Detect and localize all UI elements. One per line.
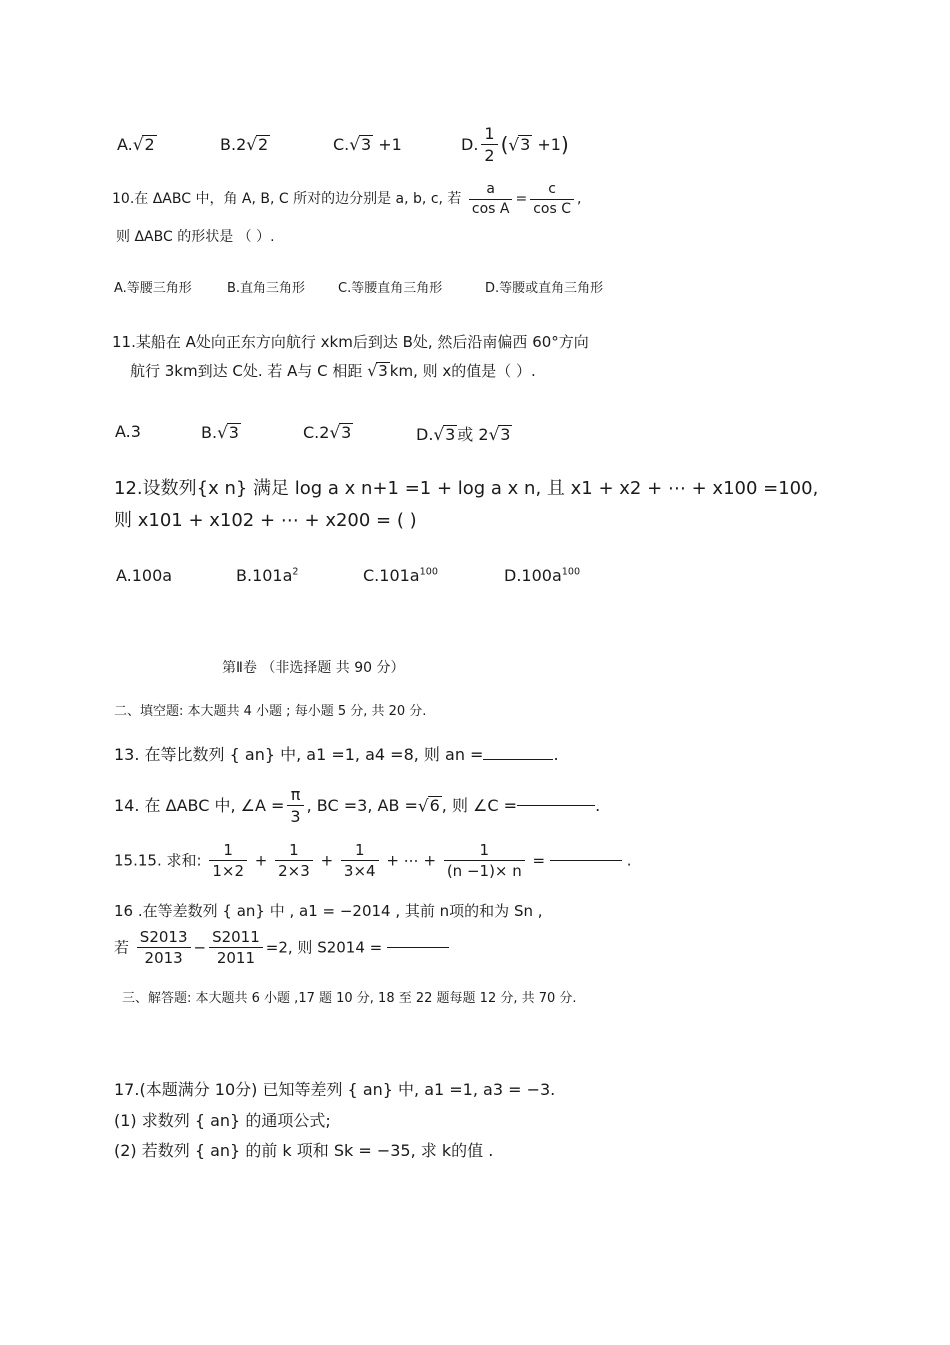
- section-2-heading: 第Ⅱ卷 （非选择题 共 90 分）: [222, 660, 405, 676]
- fraction: $\frac{1}{2}$: [481, 124, 497, 165]
- q12-option-d: $D.100a^{100}$: [504, 566, 581, 585]
- fraction-s2011: $\frac{S2011}{2011}$: [209, 928, 263, 967]
- sqrt: 2: [144, 135, 155, 154]
- q12-line2: 则 x101 + x102 + ⋯ + x200 = ( ): [114, 510, 417, 531]
- fraction-term-2: $\frac{1}{2\times 3}$: [275, 841, 313, 880]
- q9-option-d: D. $\frac{1}{2}$ (√3 +1): [461, 124, 569, 165]
- q13: 13. 在等比数列 { an} 中, a1 =1, a4 =8, 则 an = .: [114, 745, 559, 764]
- q10-option-d: D.等腰或直角三角形: [485, 281, 604, 296]
- q17-line3: (2) 若数列 { an} 的前 k 项和 Sk = −35, 求 k的值 .: [114, 1141, 494, 1160]
- answer-blank[interactable]: [517, 805, 595, 806]
- q11-option-d: D.√3 或 2√3: [416, 424, 511, 444]
- fraction-s2013: $\frac{S2013}{2013}$: [137, 928, 191, 967]
- answer-blank[interactable]: [550, 860, 622, 861]
- q9-option-a: A.√2: [117, 134, 155, 154]
- q14: 14. 在 ΔABC 中, ∠A = $\frac{\pi}{3}$ , BC =3, AB =√6 , 则 ∠C = .: [114, 785, 601, 827]
- q10-line2: 则 ΔABC 的形状是 （ ）.: [116, 229, 275, 245]
- fill-in-instructions: 二、填空题: 本大题共 4 小题 ; 每小题 5 分, 共 20 分.: [114, 704, 427, 719]
- q11-option-a: A.3: [115, 422, 141, 441]
- q11-line2: 航行 3km到达 C处. 若 A与 C 相距 √3 km, 则 x的值是（ ）.: [130, 361, 536, 380]
- q16-line1: 16 .在等差数列 { an} 中 , a1 = −2014 , 其前 n项的和为 Sn ,: [114, 902, 543, 920]
- sqrt: 2: [257, 135, 269, 154]
- q12-option-a: A.100a: [116, 566, 173, 585]
- q11-line1: 11.某船在 A处向正东方向航行 xkm后到达 B处, 然后沿南偏西 60°方向: [112, 333, 589, 351]
- fraction-a-over-cosA: $\frac{a}{\text{cos A}}$: [469, 181, 513, 218]
- q9-option-b: B.2√2: [220, 134, 269, 154]
- q12-option-c: $C.101a^{100}$: [363, 566, 438, 585]
- q11-option-b: B.√3: [201, 422, 239, 442]
- q12-line1: 12.设数列{x n} 满足 log a x n+1 =1 + log a x n, 且 x1 + x2 + ⋯ + x100 =100,: [114, 478, 819, 499]
- answer-blank[interactable]: [387, 947, 449, 948]
- q17-line2: (1) 求数列 { an} 的通项公式;: [114, 1111, 331, 1130]
- fraction-term-n: $\frac{1}{(n -1)\times n}$: [444, 841, 525, 880]
- q12-option-b: $B.101a^2$: [236, 566, 299, 585]
- q10-option-a: A.等腰三角形: [114, 281, 192, 296]
- fraction-term-3: $\frac{1}{3\times 4}$: [341, 841, 379, 880]
- q10-option-c: C.等腰直角三角形: [338, 281, 443, 296]
- sqrt: 3: [360, 135, 372, 154]
- q11-option-c: C.2√3: [303, 422, 352, 442]
- q9-option-c: C.√3 +1: [333, 134, 402, 154]
- section-3-heading: 三、解答题: 本大题共 6 小题 ,17 题 10 分, 18 至 22 题每题 12 分, 共 70 分.: [122, 991, 577, 1006]
- fraction-c-over-cosC: $\frac{c}{\text{cos C}}$: [530, 181, 574, 218]
- fraction-pi-over-3: $\frac{\pi}{3}$: [287, 785, 303, 826]
- q10-stem: 10.在 ΔABC 中，角 A, B, C 所对的边分别是 a, b, c, 若 $\frac{a}{\text{cos A}}$ = $\frac{c}{\text{cos C}}$ ,: [112, 181, 582, 217]
- answer-blank[interactable]: [483, 759, 553, 760]
- fraction-term-1: $\frac{1}{1\times 2}$: [209, 841, 247, 880]
- q10-option-b: B.直角三角形: [227, 281, 306, 296]
- q16-line2: 若 $\frac{S2013}{2013}$ − $\frac{S2011}{2011}$ =2, 则 S2014 =: [114, 928, 449, 967]
- q17-line1: 17.(本题满分 10分) 已知等差列 { an} 中, a1 =1, a3 = −3.: [114, 1080, 556, 1099]
- q15: 15.15. 求和: $\frac{1}{1\times 2}$ + $\frac{1}{2\times 3}$ + $\frac{1}{3\times 4}$ + ⋯ + $\frac{1}{(n -1)\times n}$ = .: [114, 841, 632, 880]
